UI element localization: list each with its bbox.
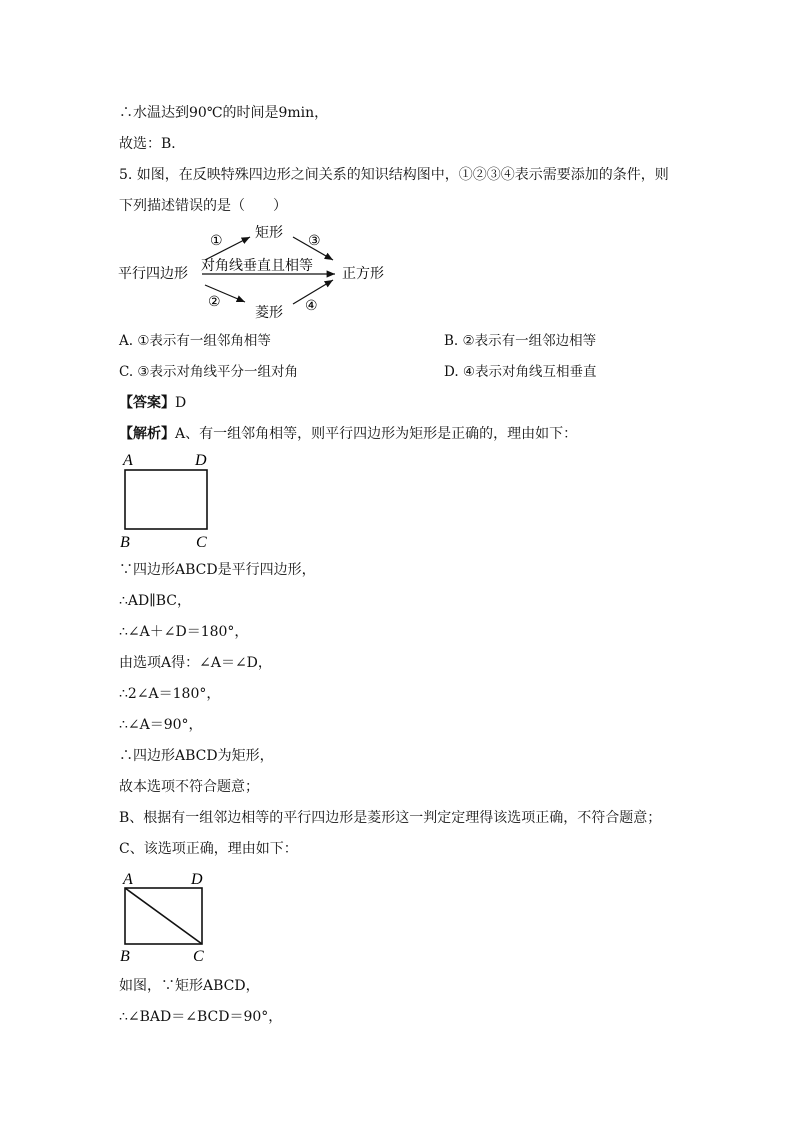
vertex-c-label: C (196, 534, 207, 551)
option-a: A. ①表示有一组邻角相等 (119, 333, 271, 349)
option-b: B. ②表示有一组邻边相等 (444, 333, 597, 349)
figure-rectangle-abcd (115, 450, 225, 552)
step-line: 故本选项不符合题意； (119, 779, 259, 795)
vertex-a-label: A (123, 452, 133, 469)
rectangle-shape (125, 470, 207, 529)
step-line: C、该选项正确，理由如下： (119, 841, 298, 857)
answer-line (119, 393, 186, 413)
answer-tag: 【答案】 (119, 395, 175, 411)
condition-2-marker: ② (208, 294, 221, 310)
step-line: B、根据有一组邻边相等的平行四边形是菱形这一判定定理得该选项正确，不符合题意； (119, 810, 662, 826)
analysis-tag: 【解析】 (119, 426, 175, 442)
step-line: ∴2∠A＝180°， (119, 686, 221, 702)
condition-4-marker: ④ (305, 298, 318, 314)
parallelogram-label: 平行四边形 (118, 266, 188, 282)
vertex-d-label: D (191, 871, 203, 888)
quadrilateral-relation-diagram (115, 220, 405, 325)
condition-3-marker: ③ (308, 233, 321, 249)
vertex-b-label: B (120, 534, 130, 551)
text-line: 故选：B． (119, 136, 186, 152)
diagonal-condition-label: 对角线垂直且相等 (201, 258, 313, 274)
vertex-d-label: D (195, 452, 207, 469)
step-line: ∵四边形ABCD是平行四边形， (119, 562, 316, 578)
vertex-b-label: B (120, 948, 130, 965)
condition-1-marker: ① (210, 233, 223, 249)
step-line: 由选项A得：∠A＝∠D， (119, 655, 272, 671)
step-line: ∴AD∥BC， (119, 593, 191, 609)
option-d: D. ④表示对角线互相垂直 (444, 364, 597, 380)
analysis-line (119, 424, 577, 444)
step-line: ∴四边形ABCD为矩形， (119, 748, 274, 764)
option-c: C. ③表示对角线平分一组对角 (119, 364, 299, 380)
vertex-c-label: C (193, 948, 204, 965)
diagonal-ac (125, 888, 202, 944)
square-label: 正方形 (342, 266, 384, 282)
rectangle-label: 矩形 (255, 225, 283, 241)
step-line: ∴∠A＝90°， (119, 717, 203, 733)
rhombus-label: 菱形 (255, 305, 283, 321)
figure-rectangle-with-diagonal (115, 868, 225, 968)
question-5-stem-cont: 下列描述错误的是（ ） (119, 198, 287, 214)
step-line: 如图，∵矩形ABCD， (119, 978, 260, 994)
question-5-stem: 5. 如图，在反映特殊四边形之间关系的知识结构图中，①②③④表示需要添加的条件，则 (119, 167, 669, 183)
text-line: ∴水温达到90℃的时间是9min， (119, 105, 329, 121)
analysis-text: A、有一组邻角相等，则平行四边形为矩形是正确的，理由如下： (175, 426, 578, 442)
answer-value: D (175, 395, 187, 411)
step-line: ∴∠BAD＝∠BCD＝90°， (119, 1009, 283, 1025)
vertex-a-label: A (123, 871, 133, 888)
step-line: ∴∠A＋∠D＝180°， (119, 624, 249, 640)
